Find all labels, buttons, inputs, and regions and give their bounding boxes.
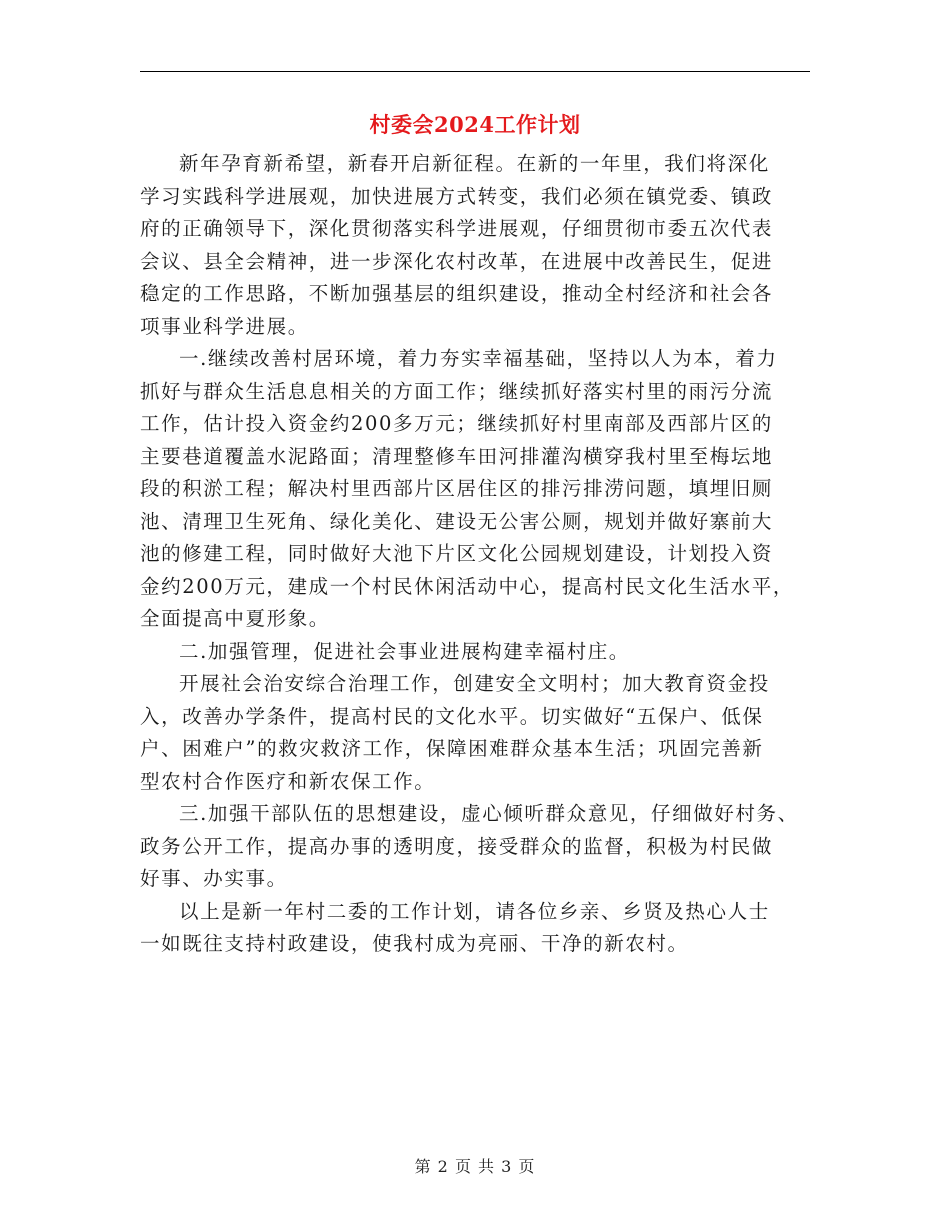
text-line: 开展社会治安综合治理工作，创建安全文明村；加大教育资金投 xyxy=(179,672,770,695)
text-line: 段的积淤工程；解决村里西部片区居住区的排污排涝问题，填埋旧厕 xyxy=(140,477,774,500)
text-line: 政务公开工作，提高办事的透明度，接受群众的监督，积极为村民做 xyxy=(140,834,774,858)
text-line: 一如既往支持村政建设，使我村成为亮丽、干净的新农村。 xyxy=(140,932,689,955)
text-line: 府的正确领导下，深化贯彻落实科学进展观，仔细贯彻市委五次代表 xyxy=(140,217,774,240)
text-line: 二.加强管理，促进社会事业进展构建幸福村庄。 xyxy=(179,639,630,663)
text-line: 会议、县全会精神，进一步深化农村改革，在进展中改善民生，促进 xyxy=(140,249,774,273)
paragraph xyxy=(140,896,820,961)
text-line: 全面提高中夏形象。 xyxy=(140,607,330,630)
text-line: 主要巷道覆盖水泥路面；清理整修车田河排灌沟横穿我村里至梅坛地 xyxy=(140,444,774,468)
text-line: 池的修建工程，同时做好大池下片区文化公园规划建设，计划投入资 xyxy=(140,542,774,565)
text-line: 新年孕育新希望，新春开启新征程。在新的一年里，我们将深化 xyxy=(179,152,770,175)
document-body xyxy=(140,148,820,961)
paragraph xyxy=(140,343,820,636)
text-line: 好事、办实事。 xyxy=(140,867,288,890)
page-number-footer: 第 2 页 共 3 页 xyxy=(414,1157,536,1176)
header-rule xyxy=(140,71,810,72)
text-line: 抓好与群众生活息息相关的方面工作；继续抓好落实村里的雨污分流 xyxy=(140,379,774,403)
text-line: 一.继续改善村居环境，着力夯实幸福基础，坚持以人为本，着力 xyxy=(179,347,778,370)
paragraph xyxy=(140,148,820,343)
text-line: 项事业科学进展。 xyxy=(140,314,309,338)
text-line: 池、清理卫生死角、绿化美化、建设无公害公厕，规划并做好寨前大 xyxy=(140,509,774,533)
document-title: 村委会2024工作计划 xyxy=(369,112,581,137)
text-line: 型农村合作医疗和新农保工作。 xyxy=(140,769,436,793)
text-line: 入，改善办学条件，提高村民的文化水平。切实做好“五保户、低保 xyxy=(140,704,764,728)
text-line: 工作，估计投入资金约200多万元；继续抓好村里南部及西部片区的 xyxy=(140,412,773,435)
text-line: 以上是新一年村二委的工作计划，请各位乡亲、乡贤及热心人士 xyxy=(179,899,770,923)
text-line: 金约200万元，建成一个村民休闲活动中心，提高村民文化生活水平， xyxy=(140,574,794,598)
text-line: 户、困难户”的救灾救济工作，保障困难群众基本生活；巩固完善新 xyxy=(140,737,764,760)
paragraph xyxy=(140,668,820,798)
paragraph xyxy=(140,636,820,669)
text-line: 学习实践科学进展观，加快进展方式转变，我们必须在镇党委、镇政 xyxy=(140,184,774,208)
text-line: 三.加强干部队伍的思想建设，虚心倾听群众意见，仔细做好村务、 xyxy=(179,802,799,825)
text-line: 稳定的工作思路，不断加强基层的组织建设，推动全村经济和社会各 xyxy=(140,282,774,305)
paragraph xyxy=(140,798,820,896)
